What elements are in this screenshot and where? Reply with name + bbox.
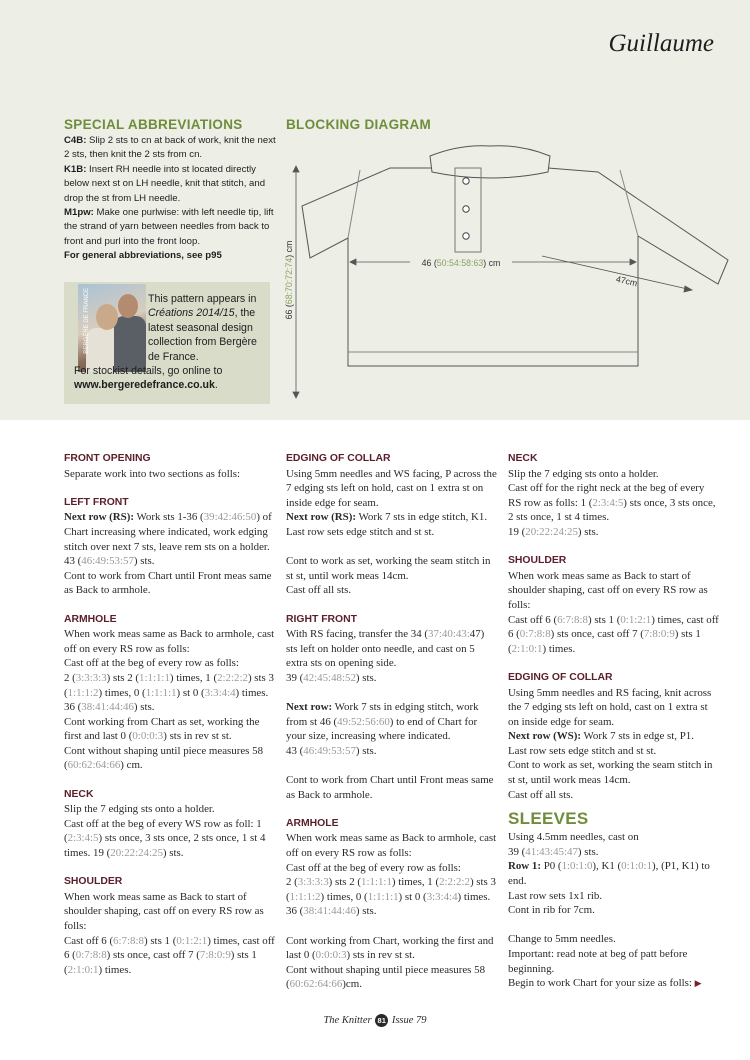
column-2: EDGING OF COLLAR Using 5mm needles and WS facing, P across the 7 edging sts left on hold, cast on 1 extra st on inside edge for seam. Next row (RS): Work 7 sts in edge stitch, K1. Last row sets edge stitch and st st. Cont to work as set, working the seam stitch in st st, until work meas 14cm. Cast off all sts. RIGHT FRONT With RS facing, transfer the 34 (37:40:43:47) sts left on holder onto needle, and cast on 5 extra sts on opening side. 39 (42:45:48:52) sts. Next row: Work 7 sts in edging stitch, work from st 46 (49:52:56:60) to end of Chart for your size, increasing where indicated. 43 (46:49:53:57) sts. Cont to work from Chart until Front meas same as Back to armhole. ARMHOLE When work meas same as Back to armhole, cast off on every RS row as folls: Cast off at the beg of every row as folls: 2 (3:3:3:3) sts 2 (1:1:1:1) times, 1 (2:2:2:2) sts 3 (1:1:1:2) times, 0 (1:1:1:1) st 0 (3:3:4:4) times. 36 (38:41:44:46) sts. Cont working from Chart, working the first and last 0 (0:0:0:3) sts in rev st st. Cont without shaping until piece measures 58 (60:62:64:66)cm. [286, 453, 497, 991]
promo-box [64, 282, 270, 404]
right-front-heading: RIGHT FRONT [286, 613, 357, 625]
left-front-text: Next row (RS): Work sts 1-36 (39:42:46:50) of Chart increasing where indicated, work edging stitch over next 7 sts, leave rem sts on a holder. [64, 511, 272, 553]
shoulder-heading: SHOULDER [64, 876, 123, 888]
edging-of-collar-heading-2: EDGING OF COLLAR [508, 671, 613, 683]
width-label: 46 (50:54:58:63) cm [421, 258, 501, 268]
abbreviation-k1b: K1B: Insert RH needle into st located directly below next st on LH needle, knit that stitch, and drop the st from LH needle. [64, 163, 266, 204]
sleeves-heading: SLEEVES [508, 809, 589, 829]
brand-logo: BERGÈRE DE FRANCE [84, 288, 90, 354]
edging-of-collar-heading: EDGING OF COLLAR [286, 453, 391, 464]
continue-arrow-icon: ▶ [694, 978, 702, 989]
neck-heading-2: NECK [508, 453, 538, 464]
button-2 [463, 206, 469, 212]
promo-text: This pattern appears in Créations 2014/15, the latest seasonal design collection from Bergère de France. [148, 293, 257, 363]
left-front-heading: LEFT FRONT [64, 496, 129, 508]
abbreviation-c4b: C4B: Slip 2 sts to cn at back of work, knit the next 2 sts, then knit the 2 sts from cn. [64, 135, 276, 161]
stockist-text: For stockist details, go online to www.bergeredefrance.co.uk. [74, 365, 223, 392]
promo-photo [78, 284, 146, 372]
blocking-diagram [280, 138, 740, 408]
page-footer: The Knitter 81 Issue 79 [323, 1014, 427, 1026]
button-3 [463, 233, 469, 239]
general-abbreviations-note: For general abbreviations, see p95 [64, 250, 222, 262]
button-1 [463, 178, 469, 184]
page-title: Guillaume [608, 30, 714, 57]
armhole-heading-2: ARMHOLE [286, 817, 339, 829]
height-label: 66 (68:70:72:74) cm [284, 240, 294, 320]
front-opening-text: Separate work into two sections as folls: [64, 467, 241, 480]
sweater-outline [302, 168, 728, 366]
neck-heading: NECK [64, 788, 94, 800]
column-3: NECK Slip the 7 edging sts onto a holder. Cast off for the right neck at the beg of every RS row as folls: 1 (2:3:4:5) sts once, 3 sts once, 2 sts once, 1 st 4 times. 19 (20:22:24:25) sts. SHOULDER When work meas same as Back to start of shoulder shaping, cast off on every RS row as folls: Cast off 6 (6:7:8:8) sts 1 (0:1:2:1) times, cast off 6 (0:7:8:8) sts once, cast off 7 (7:8:0:9) sts 1 (2:1:0:1) times. EDGING OF COLLAR Using 5mm needles and RS facing, knit across the 7 edging sts left on hold, cast on 1 extra st on inside edge for seam. Next row (WS): Work 7 sts in edge st, P1. Last row sets edge stitch and st st. Cont to work as set, working the seam stitch in st st, until work meas 14cm. Cast off all sts. SLEEVES Using 4.5mm needles, cast on 39 (41:43:45:47) sts. Row 1: P0 (1:0:1:0), K1 (0:1:0:1), (P1, K1) to end. Last row sets 1x1 rib. Cont in rib for 7cm. Change to 5mm needles. Important: read note at beg of patt before beginning. Begin to work Chart for your size as folls: ▶ [508, 453, 719, 990]
front-opening-heading: FRONT OPENING [64, 453, 151, 464]
abbreviations-list [64, 134, 276, 264]
collar-outline [430, 146, 550, 178]
abbreviation-m1pw: M1pw: Make one purlwise: with left needle tip, lift the strand of yarn between needles from back to front and purl into the front loop. [64, 207, 274, 247]
special-abbreviations-heading: SPECIAL ABBREVIATIONS [64, 117, 243, 132]
shoulder-heading-2: SHOULDER [508, 555, 567, 567]
stockist-link[interactable]: www.bergeredefrance.co.uk [74, 379, 215, 392]
page-number-badge: 81 [375, 1014, 388, 1027]
blocking-diagram-heading: BLOCKING DIAGRAM [286, 117, 432, 132]
column-1: FRONT OPENING Separate work into two sections as folls: LEFT FRONT Next row (RS): Work sts 1-36 (39:42:46:50) of Chart increasing where indicated, work edging stitch over next 7 sts, leave rem sts on a holder. 43 (46:49:53:57) sts. Cont to work from Chart until Front meas same as Back to armhole. ARMHOLE When work meas same as Back to armhole, cast off on every RS row as folls: Cast off at the beg of every row as folls: 2 (3:3:3:3) sts 2 (1:1:1:1) times, 1 (2:2:2:2) sts 3 (1:1:1:2) times, 0 (1:1:1:1) st 0 (3:3:4:4) times. 36 (38:41:44:46) sts. Cont working from Chart as set, working the first and last 0 (0:0:0:3) sts in rev st st. Cont without shaping until piece measures 58 (60:62:64:66) cm. NECK Slip the 7 edging sts onto a holder. Cast off at the beg of every WS row as foll: 1 (2:3:4:5) sts once, 3 sts once, 2 sts once, 1 st 4 times. 19 (20:22:24:25) sts. SHOULDER When work meas same as Back to start of shoulder shaping, cast off on every RS row as folls: Cast off 6 (6:7:8:8) sts 1 (0:1:2:1) times, cast off 6 (0:7:8:8) sts once, cast off 7 (7:8:0:9) sts 1 (2:1:0:1) times. [64, 453, 275, 976]
buttons [463, 178, 469, 239]
armhole-heading: ARMHOLE [64, 613, 117, 625]
sleeve-label: 47cm [615, 273, 639, 289]
